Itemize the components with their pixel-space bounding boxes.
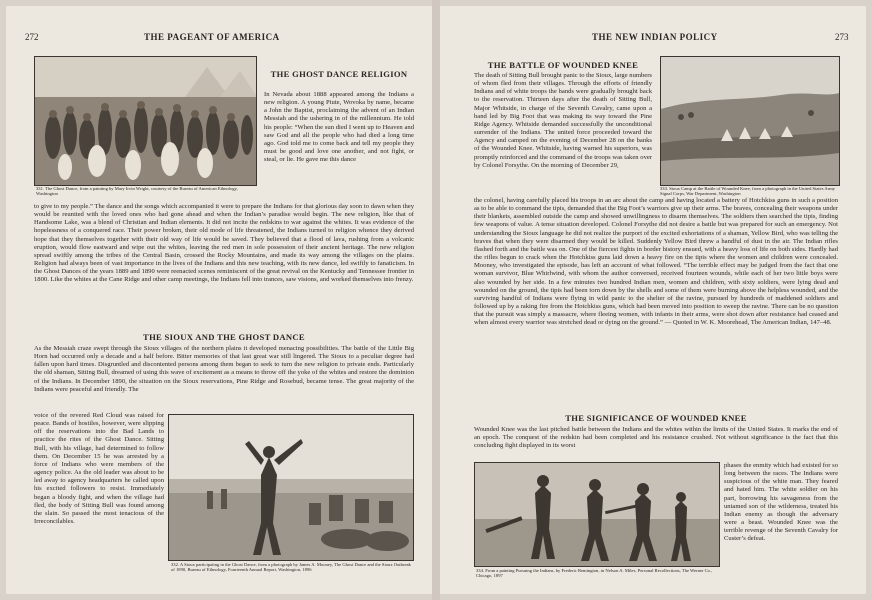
sioux-ghost-dance-photo: [168, 414, 414, 561]
ghost-dance-para-1: In Nevada about 1888 appeared among the Indians a new religion. A young Piute, Wovoka by name, became a John the Baptist, proclaiming the advent of an Indian Messiah and the ushering in of the millennium. He told his people: “When the sun died I went up to Heaven and saw God and all the people who had died a long time ago. God told me to come back and tell my people they must be good and love one another, and not fight, or steal, or lie. He gave me this dance: [264, 91, 414, 164]
running-head-left: THE PAGEANT OF AMERICA: [144, 32, 280, 42]
book-gutter: [432, 0, 440, 600]
wounded-knee-heading: THE BATTLE OF WOUNDED KNEE: [487, 60, 639, 70]
fig-334-caption: 334. From a painting Pursuing the Indians, by Frederic Remington, in Nelson A. Miles, Personal Recollections, The Werner Co., Chicago, 1897: [476, 568, 713, 579]
wounded-knee-para-2: the colonel, having carefully placed his troops in an arc about the camp and having located a battery of Hotchkiss guns in such a position as to be able to command the tipis, demanded that the Big Foot’s warriors give up their arms. The braves, concealing their weapons under their blankets, assembled outside the camp and showed unwillingness to disarm themselves. The soldiers then searched the tipis, finding few weapons of value. A tense situation developed. Colonel Forsythe did not desire a battle but was prepared for such an emergency. Not understanding the Sioux language he did not realize the purport of the excited exhortations of a shaman, Yellow Bird, who was telling the braves that when they were disarmed they would be killed. Suddenly Yellow Bird threw a handful of dust in the air. The Indian rifles flashed forth and the battle was on. One of the fiercest fights in border history ensued, with a heavy loss of life on both sides. Hardly had the rifles begun to crack when the Hotchkiss guns laid down a heavy fire on the tipis where the women and children were concealed. Mooney, who investigated the episode, has left an account of what followed. “The terrible effect may be judged from the fact that one woman survivor, Blue Whirlwind, with whom the author conversed, received fourteen wounds, while each of her two little boys were also wounded by her side. In a few minutes two hundred Indian men, women and children, with sixty soldiers, were lying dead and wounded on the ground, the tipis had been torn down by the shells and some of them were burning above the helpless wounded, and the surviving handful of Indians were flying in wild panic to the shelter of the ravine, pursued by hundreds of maddened soldiers and followed up by a raking fire from the Hotchkiss guns, which had been moved into position to sweep the ravine. There can be no question that the pursuit was simply a massacre, where fleeing women, with infants in their arms, were shot down after resistance had ceased and when almost every warrior was stretched dead or dying on the ground.” — Quoted in W. K. Moorehead, The American Indian, 147–48.: [474, 197, 838, 327]
pursuing-indians-painting: [474, 462, 720, 567]
fig-332-caption: 332. A Sioux participating in the Ghost Dance, from a photograph by James A. Mooney, The Ghost Dance and the Sioux Outbreak of 1890, Bureau of Ethnology, Fourteenth Annual Report, Washington, 1896: [171, 562, 411, 573]
ghost-dance-para-2: to give to my people.” The dance and the songs which accompanied it were to prepare the Indians for that glorious day soon to dawn when they would be reunited with the loved ones who had gone ahead and when the Indian’s paradise would begin. The new religion, like that of Handsome Lake, was a blend of Christian and Indian elements. It did not incite the redskins to war against the whites. It was evidence of the hopelessness of a conquered race. Their power broken, their old mode of life threatened, the Indians turned to religion whence they derived hope that they themselves together with their old way of life would be saved. They believed that a flood of lava, rushing from a volcanic eruption, would flow eastward and wipe out the whites, leaving the red men in sole possession of their ancient heritage. The new religion spread swiftly among the tribes of the Central Basin, crossed the Rocky Mountains, and made its way among the villages on the plains. Religion had always been of vast importance in the lives of the Indians and this new teaching, with its new dance, led swiftly to fanaticism. In the Ghost Dances of the years 1889 and 1890 were reenacted scenes reminiscent of the great revival on the Kentucky and Tennessee frontier in 1800. Like the whites at the Cane Ridge and other camp meetings, the Indians fell into trances, saw visions, and worked themselves into frenzy.: [34, 203, 414, 284]
fig-333-caption: 333. Sioux Camp at the Battle of Wounded Knee, from a photograph in the United States Army Signal Corps, War Department, Washington: [660, 186, 836, 197]
significance-heading: THE SIGNIFICANCE OF WOUNDED KNEE: [565, 413, 747, 423]
running-head-right: THE NEW INDIAN POLICY: [592, 32, 718, 42]
significance-para-2: phases the enmity which had existed for so long between the races. The Indians were suspicious of the white man. They feared and hated him. The white soldier on his part, borrowing his savageness from the untamed son of the wilderness, treated his Indian enemy as though the adversary were a beast. Wounded Knee was the terrible revenge of the Seventh Cavalry for Custer’s defeat.: [724, 462, 838, 543]
fig-331-caption: 331. The Ghost Dance, from a painting by Mary Irvin Wright, courtesy of the Bureau of American Ethnology, Washington: [36, 186, 238, 197]
sioux-camp-photo: [660, 56, 840, 186]
significance-para-1: Wounded Knee was the last pitched battle between the Indians and the whites within the limits of the United States. It marks the end of an epoch. The conquest of the redskin had been completed and his resistance crushed. Not without significance is the fact that this concluding fight displayed in its worst: [474, 426, 838, 450]
sioux-heading: THE SIOUX AND THE GHOST DANCE: [143, 332, 305, 342]
left-page: [6, 6, 432, 594]
wounded-knee-para-1: The death of Sitting Bull brought panic to the Sioux, large numbers of whom fled from their villages. Through the efforts of friendly Indians and of white troops the bands were gradually brought back to the reservation. Thirteen days after the death of Sitting Bull, Major Whitside, in charge of the Seventh Cavalry, came upon a band led by Big Foot that was making its way toward the Pine Ridge Agency. Whitside demanded successfully the unconditional surrender of the Indians. The united force proceeded toward the Agency and camped on the evening of December 28 on the banks of the Wounded Knee. Whitside, having warned his superiors, was promptly reinforced and the command of the troops was taken over by Colonel Forsythe. On the morning of December 29,: [474, 72, 652, 169]
page-number-left: 272: [25, 32, 39, 42]
sioux-para-1: As the Messiah craze swept through the Sioux villages of the northern plains it developed menacing possibilities. The battle of the Little Big Horn had occurred only a decade and a half before. Bitter memories of that last great war still lingered. The Sioux to a peculiar degree had fallen upon hard times. Disgruntled and discontented persons among them began to seek to turn the new religion to private ends. Particularly the old shaman, Sitting Bull, dreamed of using this wave of excitement as a means to throw off the yoke of the whites and restore the dominion of the Indians. In December 1890, the situation on the Sioux reservations, Pine Ridge and Rosebud, became tense. The great majority of the Indians were peaceful and friendly. The: [34, 345, 414, 393]
sioux-para-2: voice of the revered Red Cloud was raised for peace. Bands of hostiles, however, were slipping off the reservations into the Bad Lands to practice the rites of the Ghost Dance. Sitting Bull, with his village, had determined to follow them. On December 15 he was arrested by a force of Indians who were members of the agency police. As the old leader was about to be led away to agency headquarters he called upon his excited followers to resist. Immediately began a bloody fight, and when the village had fled, the body of Sitting Bull was found among the slain. So passed the most tenacious of the Irreconcilables.: [34, 412, 164, 526]
page-number-right: 273: [835, 32, 849, 42]
right-page: [440, 6, 866, 594]
ghost-dance-painting: [34, 56, 257, 186]
ghost-dance-heading: THE GHOST DANCE RELIGION: [270, 69, 408, 79]
